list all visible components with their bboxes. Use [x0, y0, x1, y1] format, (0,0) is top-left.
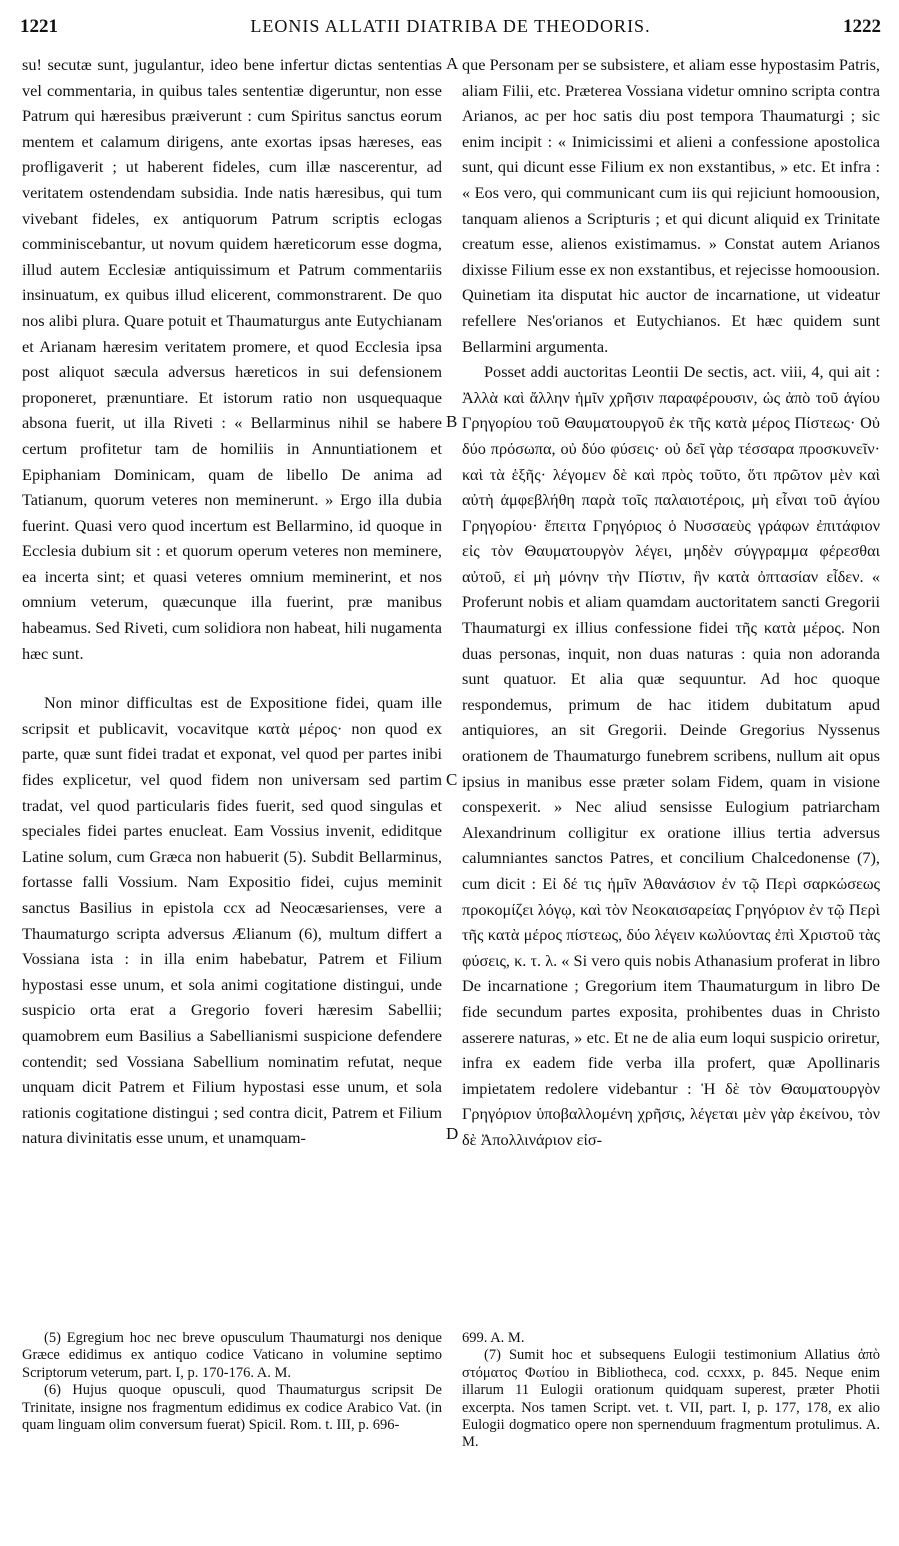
margin-marker-d: D	[446, 1124, 459, 1143]
footnote-6: (6) Hujus quoque opusculi, quod Thaumaturgus scripsit De Trinitate, insigne nos fragmentum edidimus ex codice Arabico Vat. (in quam linguam olim conversum fuerat) Spicil. Rom. t. III, p. 696-	[22, 1382, 442, 1434]
footnotes-left	[22, 1330, 442, 1434]
left-column	[22, 52, 442, 1151]
running-title: LEONIS ALLATII DIATRIBA DE THEODORIS.	[250, 16, 651, 36]
margin-marker-c: C	[446, 770, 458, 789]
page-header	[20, 16, 881, 42]
right-column	[462, 52, 880, 1153]
right-paragraph-2: Posset addi auctoritas Leontii De sectis, act. viii, 4, qui ait : Ἀλλὰ καὶ ἄλλην ἡμῖν χρῆσιν παραφέρουσιν, ὡς ἀπὸ τοῦ ἁγίου Γρηγορίου τοῦ Θαυματουργοῦ ἐκ τῆς κατὰ μέρος Πίστεως· Οὐ δύο πρόσωπα, οὐ δύο φύσεις· οὐ δεῖ γὰρ τέσσαρα προσκυνεῖν· καὶ τὰ ἑξῆς· λέγομεν δὲ καὶ πρὸς τοῦτο, ὅτι πρῶτον μὲν καὶ αὐτὴ ἀμφεβλήθη παρὰ τοῖς παλαιοτέροις, μὴ εἶναι τοῦ ἁγίου Γρηγορίου· ἔπειτα Γρηγόριος ὁ Νυσσαεὺς γράφων ἐπιτάφιον εἰς τὸν Θαυματουργὸν λέγει, μηδὲν σύγγραμμα φέρεσθαι αὐτοῦ, εἰ μὴ μόνην τὴν Πίστιν, ἣν κατὰ ὀπτασίαν εἶδεν. « Proferunt nobis et aliam quamdam auctoritatem sancti Gregorii Thaumaturgi ex illius confessione fidei τῆς κατὰ μέρος. Non duas personas, inquit, non duas naturas : quia non adoranda sunt quatuor. Et alia quæ sequuntur. Ad hoc quoque respondemus, primum de hac itidem dubitatum apud antiquiores, an sit Gregorii. Deinde Gregorius Nyssenus orationem de Thaumaturgo funebrem scribens, nullum ait opus ipsius in manibus esse præter solam Fidem, quam in visione conspexerit. » Nec aliud sensisse Eulogium patriarcham Alexandrinum colligitur ex oratione illius tertia adversus calumniantes sanctos Patres, et concilium Chalcedonense (7), cum dicit : Εἰ δέ τις ἡμῖν Ἀθανάσιον ἐν τῷ Περὶ σαρκώσεως προκομίζει λόγῳ, καὶ τὸν Νεοκαισαρείας Γρηγόριον ἐν τῷ Περὶ τῆς κατὰ μέρος πίστεως, δύο λέγειν κωλύοντας ἐπὶ Χριστοῦ τὰς φύσεις, κ. τ. λ. « Si vero quis nobis Athanasium proferat in libro De incarnatione ; Gregorium item Thaumaturgum in libro De fide secundum partes exposita, prohibentes duas in Christo asserere naturas, » etc. Et ne de alia eum loqui suspicio oriretur, infra ex eadem fide verba illa profert, quæ Apollinaris impietatem redolere videbantur : Ἡ δὲ τὸν Θαυματουργὸν Γρηγόριον ὑποβαλλομένη χρῆσις, λέγεται μὲν γὰρ ἐκείνου, τὸν δὲ Ἀπολλινάριον εἰσ-	[462, 362, 880, 1149]
margin-marker-b: B	[446, 412, 458, 431]
left-paragraph-1: su! secutæ sunt, jugulantur, ideo bene infertur dictas sententias vel commentaria, in quibus tales sententiæ digeruntur, non esse Patrum qui hæresibus præiverunt : cum Spiritus sanctus eorum mentem et calamum dirigens, ante exortas ipsas hæreses, eas profligaverit ; ut haberent fideles, cum illæ nascerentur, ad veritatem ostendendam subsidia. Inde natis hæresibus, qui tum vivebant fideles, ex antiquorum Patrum scriptis eclogas comminiscebantur, ut novum quidem hæreticorum esse dogma, illud autem Ecclesiæ antiquissimum et Patrum commentariis insinuatum, ex quibus illud elicerent, commonstrarent. De quo nos alibi plura. Quare potuit et Thaumaturgus ante Eutychianam et Arianam hæresim veritatem promere, et quod Ecclesia ipsa post aliquot sæcula adversus hæreticos in sui defensionem proponeret, prænuntiare. Et istorum ratio non usquequaque absona fuerit, ut illa Riveti : « Bellarminus nihil se habere certum profitetur tam de homiliis in Annuntiationem et Epiphaniam Dominicam, quam de libello De anima ad Tatianum, quorum veteres non meminerunt. » Ergo illa dubia fuerint. Quasi vero quod incertum est Bellarmino, id quoque in Ecclesia dubium sit : et quorum operum veteres non meminere, ea incerta sint; et quasi veteres omnium meminerint, et nos omnium veterum, quæcunque illa fuerint, præ manibus habeamus. Sed Riveti, cum solidiora non habeat, hili nugamenta hæc sunt.	[22, 55, 442, 663]
left-paragraph-2: Non minor difficultas est de Expositione fidei, quam ille scripsit et publicavit, vocavitque κατὰ μέρος· non quod ex parte, quæ sunt fidei tradat et exponat, vel quod per partes inibi fides explicetur, vel quod fidem non universam sed partim tradat, vel quod particularis fides fuerit, sed quod singulas et speciales fidei partes enucleat. Eam Vossius invenit, ediditque Latine solum, cum Græca non habuerit (5). Subdit Bellarminus, fortasse falli Vossium. Nam Expositio fidei, cujus meminit sanctus Basilius in epistola ccx ad Neocæsarienses, vere a Thaumaturgo scripta adversus Ælianum (6), multum differt a Vossiana ista : in illa enim habebatur, Patrem et Filium hypostasi esse unum, et sola animi cogitatione distingui, unde suspicio orta erat a Gregorio foveri hæresim Sabellii; quamobrem eum Basilius a Sabellianismi suspicione defendere contendit; sed Vossiana Sabellium nominatim refutat, neque unquam dicit Patrem et Filium hypostasi esse unum, et sola rationis cogitatione distingui ; sed contra dicit, Patrem et Filium natura divinitatis esse unum, et unamquam-	[22, 693, 442, 1148]
footnote-6-continued: 699. A. M.	[462, 1330, 525, 1346]
margin-marker-a: A	[446, 54, 459, 73]
footnote-7: (7) Sumit hoc et subsequens Eulogii testimonium Allatius ἀπὸ στόματος Φωτίου in Bibliotheca, cod. ccxxx, p. 845. Neque enim illarum 11 Eulogii orationum quidquam superest, præter Photii excerpta. Nos tamen Script. vet. t. VII, part. I, p. 177, 178, ex alio Eulogii dogmatico opere non spernenduum fragmentum protulimus. A. M.	[462, 1347, 880, 1451]
page-number-right: 1222	[843, 16, 881, 37]
page-number-left: 1221	[20, 16, 58, 37]
right-paragraph-1: que Personam per se subsistere, et aliam esse hypostasim Patris, aliam Filii, etc. Præterea Vossiana videtur omnino scripta contra Arianos, ac per hoc satis diu post tempora Thaumaturgi ; sic enim incipit : « Inimicissimi et alieni a confessione apostolica sunt, qui dicunt esse Filium ex non exstantibus, » etc. Et infra : « Eos vero, qui communicant cum iis qui rejiciunt homoousion, tanquam alienos a Scripturis ; et qui dicunt aliquid ex Trinitate creatum esse, alienos existimamus. » Constat autem Arianos dixisse Filium esse ex non exstantibus, et rejecisse homoousion. Quinetiam ita disputat hic auctor de incarnatione, ut videatur refellere Nes'orianos et Eutychianos. Et hæc quidem sunt Bellarmini argumenta.	[462, 55, 880, 356]
footnote-5: (5) Egregium hoc nec breve opusculum Thaumaturgi nos denique Græce edidimus ex antiquo codice Vaticano in volumine septimo Scriptorum veterum, part. I, p. 170-176. A. M.	[22, 1330, 442, 1381]
footnotes-right	[462, 1330, 880, 1452]
